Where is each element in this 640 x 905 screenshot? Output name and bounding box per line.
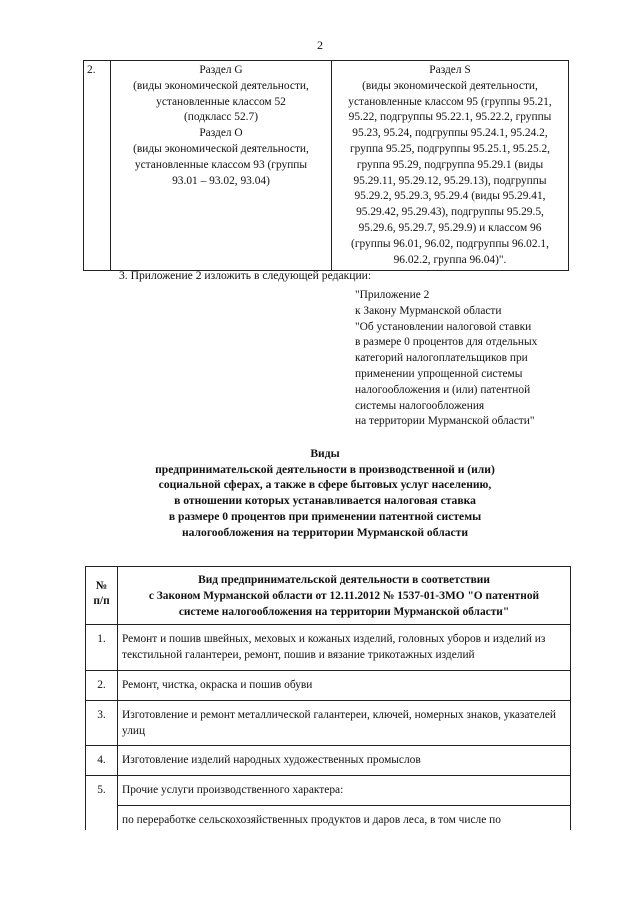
text-line: (виды экономической деятельности, [133,142,309,155]
sections-g-o-cell [111,61,332,271]
header-number-text: № п/п [93,580,110,607]
text-line: Раздел S [429,64,471,76]
text-line: 93.01 – 93.02, 93.04) [172,174,270,187]
annex-line: категорий налогоплательщиков при [355,352,528,365]
row-text: Изготовление изделий народных художественных промыслов [118,746,571,776]
text-line: 95.22, подгруппы 95.22.1, 95.22.2, группы [348,111,552,124]
table-row [86,625,571,671]
text-line: Раздел O [199,127,243,140]
table-row [84,61,569,271]
text-line: Раздел G [199,64,243,76]
text-line: установленные классом 52 [156,95,286,108]
text-line: 95.29.6, 95.29.7, 95.29.9) и классом 96 [358,221,542,234]
table-row [86,670,571,700]
text-line: установленные классом 93 (группы [134,158,308,171]
page-number: 2 [317,38,323,52]
row-number: 1. [86,625,118,671]
text-line: 95.29.42, 95.29.43), подгруппы 95.29.5, [356,206,544,219]
row-text: по переработке сельскохозяйственных продуктов и даров леса, в том числе по [118,805,571,830]
annex-line: к Закону Мурманской области [355,304,502,317]
annex-line: налогообложения и (или) патентной [355,383,531,396]
row-number: 5. [86,776,118,830]
row-number: 2. [84,61,111,271]
annex-line: "Об установлении налоговой ставки [355,320,532,333]
table-row [86,805,571,830]
text-line: (группы 96.01, 96.02, подгруппы 96.02.1, [351,237,549,250]
row-text: Изготовление и ремонт металлической галантереи, ключей, номерных знаков, указателей улиц [118,700,571,746]
header-description [118,567,571,625]
text-line: 96.02.2, группа 96.04)". [393,253,507,266]
text-line: 95.23, 95.24, подгруппы 95.24.1, 95.24.2, [352,127,548,140]
title-line: Виды [310,447,340,460]
text-line: группа 95.29, подгруппа 95.29.1 (виды [356,158,544,171]
text-line: установленные классом 95 (группы 95.21, [348,95,552,108]
document-title [80,446,570,540]
row-number: 4. [86,746,118,776]
title-line: социальной сферах, а также в сфере бытовых услуг населению, [158,478,492,492]
amendment-paragraph: 3. Приложение 2 изложить в следующей редакции: [119,269,372,282]
title-line: предпринимательской деятельности в производственной и (или) [155,462,495,476]
table-row [86,776,571,806]
header-description-text: Вид предпринимательской деятельности в соответствии с Законом Мурманской области от 12.11.2012 № 1537-01-ЗМО "О патентной системе налогообложения на территории Мурманской области" [148,574,540,618]
table-row [86,700,571,746]
annex-line: "Приложение 2 [355,289,430,301]
activity-table [85,566,571,830]
annex-line: системы налогообложения [355,399,485,412]
annex-heading [355,288,585,430]
text-line: 95.29.2, 95.29.3, 95.29.4 (виды 95.29.41, [354,190,546,203]
row-text: Прочие услуги производственного характера: [118,776,571,806]
table-row [86,746,571,776]
title-line: налогообложения на территории Мурманской области [181,525,469,539]
title-line: в отношении которых устанавливается налоговая ставка [174,494,476,508]
row-text: Ремонт, чистка, окраска и пошив обуви [118,670,571,700]
annex-line: применении упрощенной системы [355,367,523,380]
section-s-cell [332,61,569,271]
row-text: Ремонт и пошив швейных, меховых и кожаных изделий, головных уборов и изделий из текстильной галантереи, ремонт, пошив и вязание трикотажных изделий [118,625,571,671]
text-line: (виды экономической деятельности, [133,79,309,92]
text-line: (виды экономической деятельности, [362,79,538,92]
header-number [86,567,118,625]
row-number: 3. [86,700,118,746]
row-number: 2. [86,670,118,700]
text-line: (подкласс 52.7) [183,111,258,124]
text-line: 95.29.11, 95.29.12, 95.29.13), подгруппы [353,174,547,187]
text-line: группа 95.25, подгруппы 95.25.1, 95.25.2, [349,142,551,155]
title-line: в размере 0 процентов при применении патентной системы [168,509,482,523]
top-table [83,60,569,271]
annex-line: на территории Мурманской области" [355,415,535,428]
annex-line: в размере 0 процентов для отдельных [355,336,538,349]
table-header-row [86,567,571,625]
